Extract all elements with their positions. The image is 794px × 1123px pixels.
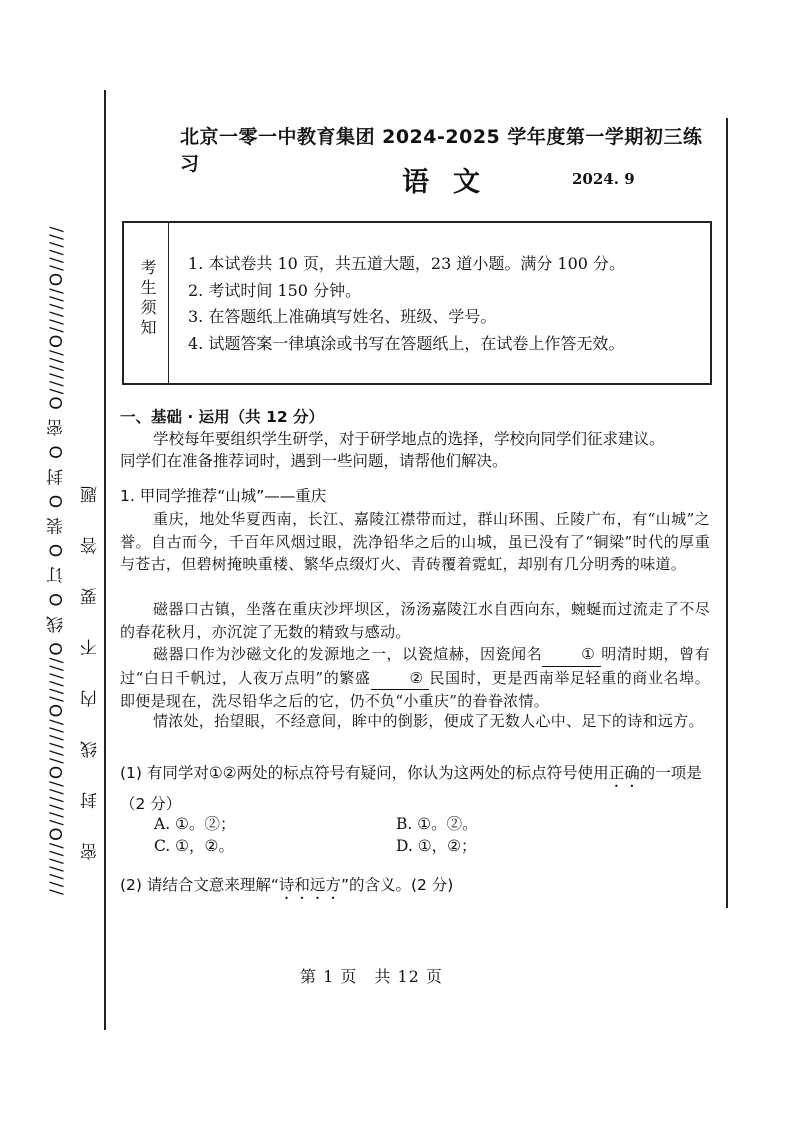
emphasis-text: 正确 bbox=[608, 764, 640, 782]
notice-label: 考生须知 bbox=[138, 259, 157, 339]
option-c: C. ①，②。 bbox=[154, 837, 234, 855]
exam-date: 2024. 9 bbox=[572, 170, 635, 188]
subquestion-text: ”的含义。(2 分) bbox=[340, 876, 454, 894]
emphasis-text: 诗和远方 bbox=[278, 876, 341, 894]
option-a: A. ①。②； bbox=[154, 815, 236, 833]
passage-text: 磁器口作为沙磁文化的发源地之一，以瓷煊赫，因瓷闻名 bbox=[153, 645, 543, 663]
question-title: 1. 甲同学推荐“山城”——重庆 bbox=[120, 487, 327, 505]
option-b: B. ①。②。 bbox=[396, 815, 478, 833]
passage-text: 民国时，更是西南举足轻重的商业名埠。即便是现在，洗尽铅华之后的它，仍不负“小重庆”的眷眷浓情。 bbox=[120, 668, 710, 710]
notice-item: 1. 本试卷共 10 页，共五道大题，23 道小题。满分 100 分。 bbox=[188, 254, 626, 273]
right-margin-line bbox=[726, 118, 728, 908]
notice-label-cell bbox=[124, 223, 169, 383]
notice-item: 4. 试题答案一律填涂或书写在答题纸上，在试卷上作答无效。 bbox=[188, 333, 625, 353]
binding-warning bbox=[76, 420, 106, 860]
notice-list bbox=[188, 251, 625, 357]
page-footer: 第 1 页 共 12 页 bbox=[300, 967, 443, 986]
exam-title: 北京一零一中教育集团 2024-2025 学年度第一学期初三练习 bbox=[180, 126, 703, 175]
subquestion-text: (2) 请结合文意来理解“ bbox=[120, 876, 279, 894]
notice-item: 2. 考试时间 150 分钟。 bbox=[188, 280, 362, 300]
section-intro-line1: 学校每年要组织学生研学，对于研学地点的选择，学校向同学们征求建议。 bbox=[153, 430, 665, 448]
blank-mark-1: ① bbox=[542, 643, 601, 667]
section-title: 一、基础 · 运用（共 12 分） bbox=[120, 408, 325, 426]
option-d: D. ①，②； bbox=[396, 837, 477, 855]
blank-mark-2: ② bbox=[371, 667, 430, 691]
binding-line bbox=[104, 90, 106, 1030]
notice-box bbox=[122, 221, 712, 385]
section-intro bbox=[120, 428, 710, 451]
passage-paragraph-4: 情浓处，抬望眼，不经意间，眸中的倒影，便成了无数人心中、足下的诗和远方。 bbox=[153, 712, 704, 730]
section-intro-2 bbox=[120, 450, 710, 473]
subquestion-text: (1) 有同学对①②两处的标点符号有疑问，你认为这两处的标点符号使用 bbox=[120, 764, 609, 782]
subject-title: 语文 bbox=[402, 167, 504, 198]
subquestion-1 bbox=[120, 760, 710, 817]
binding-warning-text: 密封线内不要答题 bbox=[81, 452, 101, 860]
section-intro-line2: 同学们在准备推荐词时，遇到一些问题，请帮他们解决。 bbox=[120, 452, 508, 470]
passage-text: 明清时期，曾有过“白日千帆过，人夜万点明”的繁盛 bbox=[120, 645, 710, 687]
binding-strip bbox=[42, 80, 72, 1040]
passage-paragraph-3 bbox=[120, 643, 710, 713]
passage-paragraph-1: 重庆，地处华夏西南，长江、嘉陵江襟带而过，群山环围、丘陵广布，有“山城”之誉。自古而今，千百年风烟过眼，洗净铅华之后的山城，虽已没有了“铜梁”时代的厚重与苍古，但碧树掩映重楼、繁华点缀灯火、青砖覆着霓虹，却别有几分明秀的味道。 bbox=[120, 510, 710, 573]
passage-paragraph-2: 磁器口古镇，坐落在重庆沙坪坝区，汤汤嘉陵江水自西向东，蜿蜒而过流走了不尽的春花秋月，亦沉淀了无数的精致与感动。 bbox=[120, 600, 710, 641]
notice-item: 3. 在答题纸上准确填写姓名、班级、学号。 bbox=[188, 307, 497, 326]
subquestion-text: 的一项是（2 分） bbox=[120, 764, 702, 813]
subquestion-2 bbox=[120, 874, 710, 903]
binding-text: ///////O//////O//////O//////O 线 O 订 O 装 O 封 O 密 O//////O//////O////// bbox=[47, 224, 67, 896]
